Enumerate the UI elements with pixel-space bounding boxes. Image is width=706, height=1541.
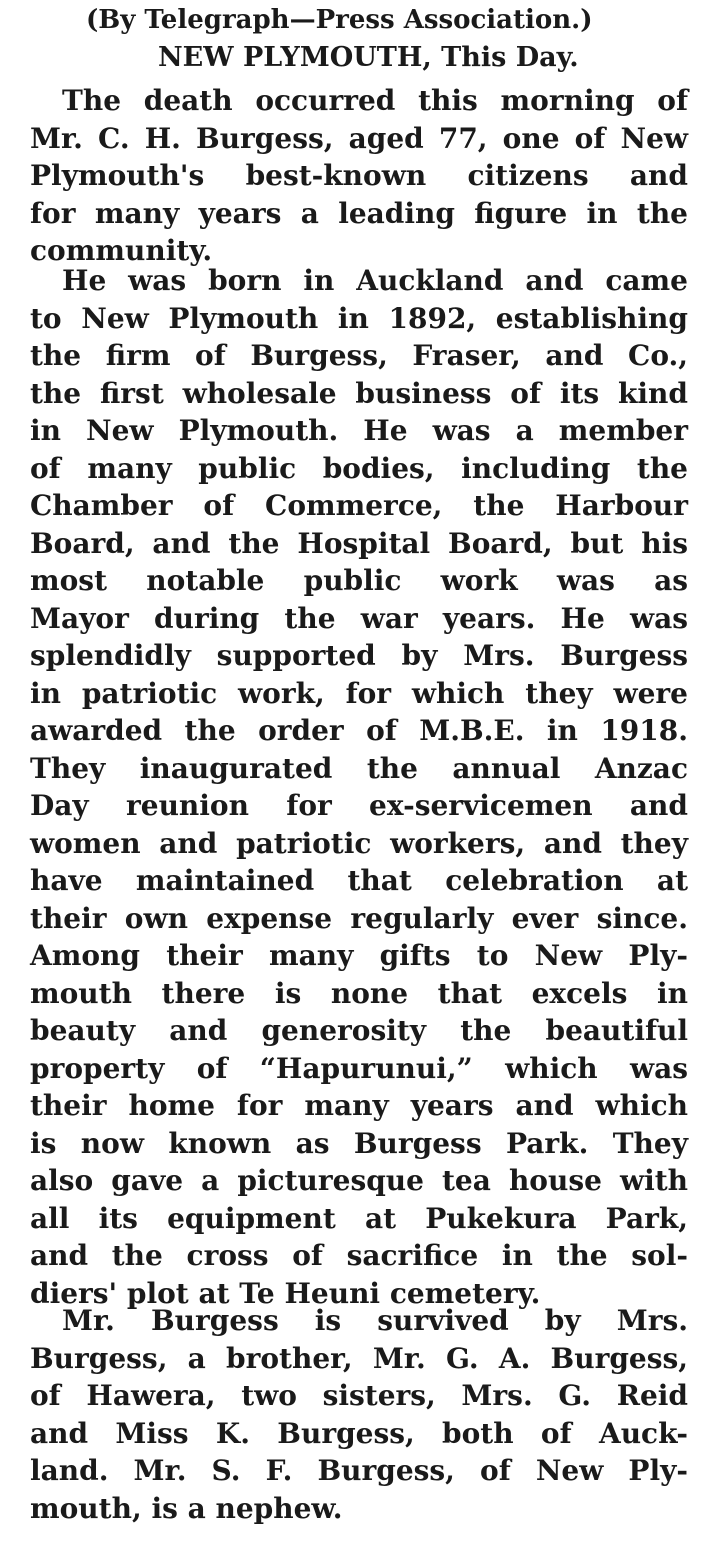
text-line: women and patriotic workers, and they <box>30 826 688 860</box>
text-line: Mr. Burgess is survived by Mrs. <box>62 1304 688 1337</box>
text-line: Board, and the Hospital Board, but his <box>30 526 688 560</box>
paragraph-biography <box>0 262 706 1312</box>
text-line: Mayor during the war years. He was <box>30 601 688 635</box>
text-line: beauty and generosity the beautiful <box>30 1014 688 1047</box>
text-line: Day reunion for ex-servicemen and <box>30 789 688 822</box>
text-line: of Hawera, two sisters, Mrs. G. Reid <box>30 1379 688 1412</box>
text-line: and Miss K. Burgess, both of Auck- <box>30 1416 688 1450</box>
text-line: Among their many gifts to New Ply- <box>30 939 688 972</box>
text-line: Chamber of Commerce, the Harbour <box>30 489 688 522</box>
text-line: is now known as Burgess Park. They <box>30 1126 688 1160</box>
text-line: awarded the order of M.B.E. in 1918. <box>30 714 688 747</box>
text-line: in New Plymouth. He was a member <box>30 414 688 447</box>
text-line: mouth there is none that excels in <box>30 976 688 1010</box>
text-line: He was born in Auckland and came <box>62 264 688 297</box>
text-line: and the cross of sacrifice in the sol- <box>30 1239 688 1272</box>
text-line: the first wholesale business of its kind <box>30 376 688 410</box>
text-line: Plymouth's best-known citizens and <box>30 159 688 192</box>
text-line: The death occurred this morning of <box>62 84 688 117</box>
text-line: They inaugurated the annual Anzac <box>30 751 688 785</box>
dateline: NEW PLYMOUTH, This Day. <box>158 42 579 73</box>
text-line: in patriotic work, for which they were <box>30 676 688 710</box>
text-line: mouth, is a nephew. <box>30 1491 343 1525</box>
text-line: diers' plot at Te Heuni cemetery. <box>30 1276 541 1310</box>
text-line: all its equipment at Pukekura Park, <box>30 1201 688 1235</box>
text-line: land. Mr. S. F. Burgess, of New Ply- <box>30 1454 688 1487</box>
text-line: their home for many years and which <box>30 1089 688 1122</box>
text-line: of many public bodies, including the <box>30 451 688 485</box>
text-line: Burgess, a brother, Mr. G. A. Burgess, <box>30 1341 688 1375</box>
text-line: for many years a leading figure in the <box>30 196 688 230</box>
paragraph-survivors <box>0 1302 706 1527</box>
text-line: have maintained that celebration at <box>30 864 688 897</box>
text-line: community. <box>30 234 213 267</box>
text-line: the firm of Burgess, Fraser, and Co., <box>30 339 688 372</box>
text-line: most notable public work was as <box>30 564 688 597</box>
news-credit: (By Telegraph—Press Association.) <box>86 5 593 35</box>
paragraph-death-notice <box>0 82 706 270</box>
text-line: their own expense regularly ever since. <box>30 901 688 935</box>
text-line: also gave a picturesque tea house with <box>30 1164 688 1197</box>
text-line: property of “Hapurunui,” which was <box>30 1051 688 1085</box>
text-line: to New Plymouth in 1892, establishing <box>30 301 688 335</box>
text-line: Mr. C. H. Burgess, aged 77, one of New <box>30 121 688 155</box>
text-line: splendidly supported by Mrs. Burgess <box>30 639 688 672</box>
